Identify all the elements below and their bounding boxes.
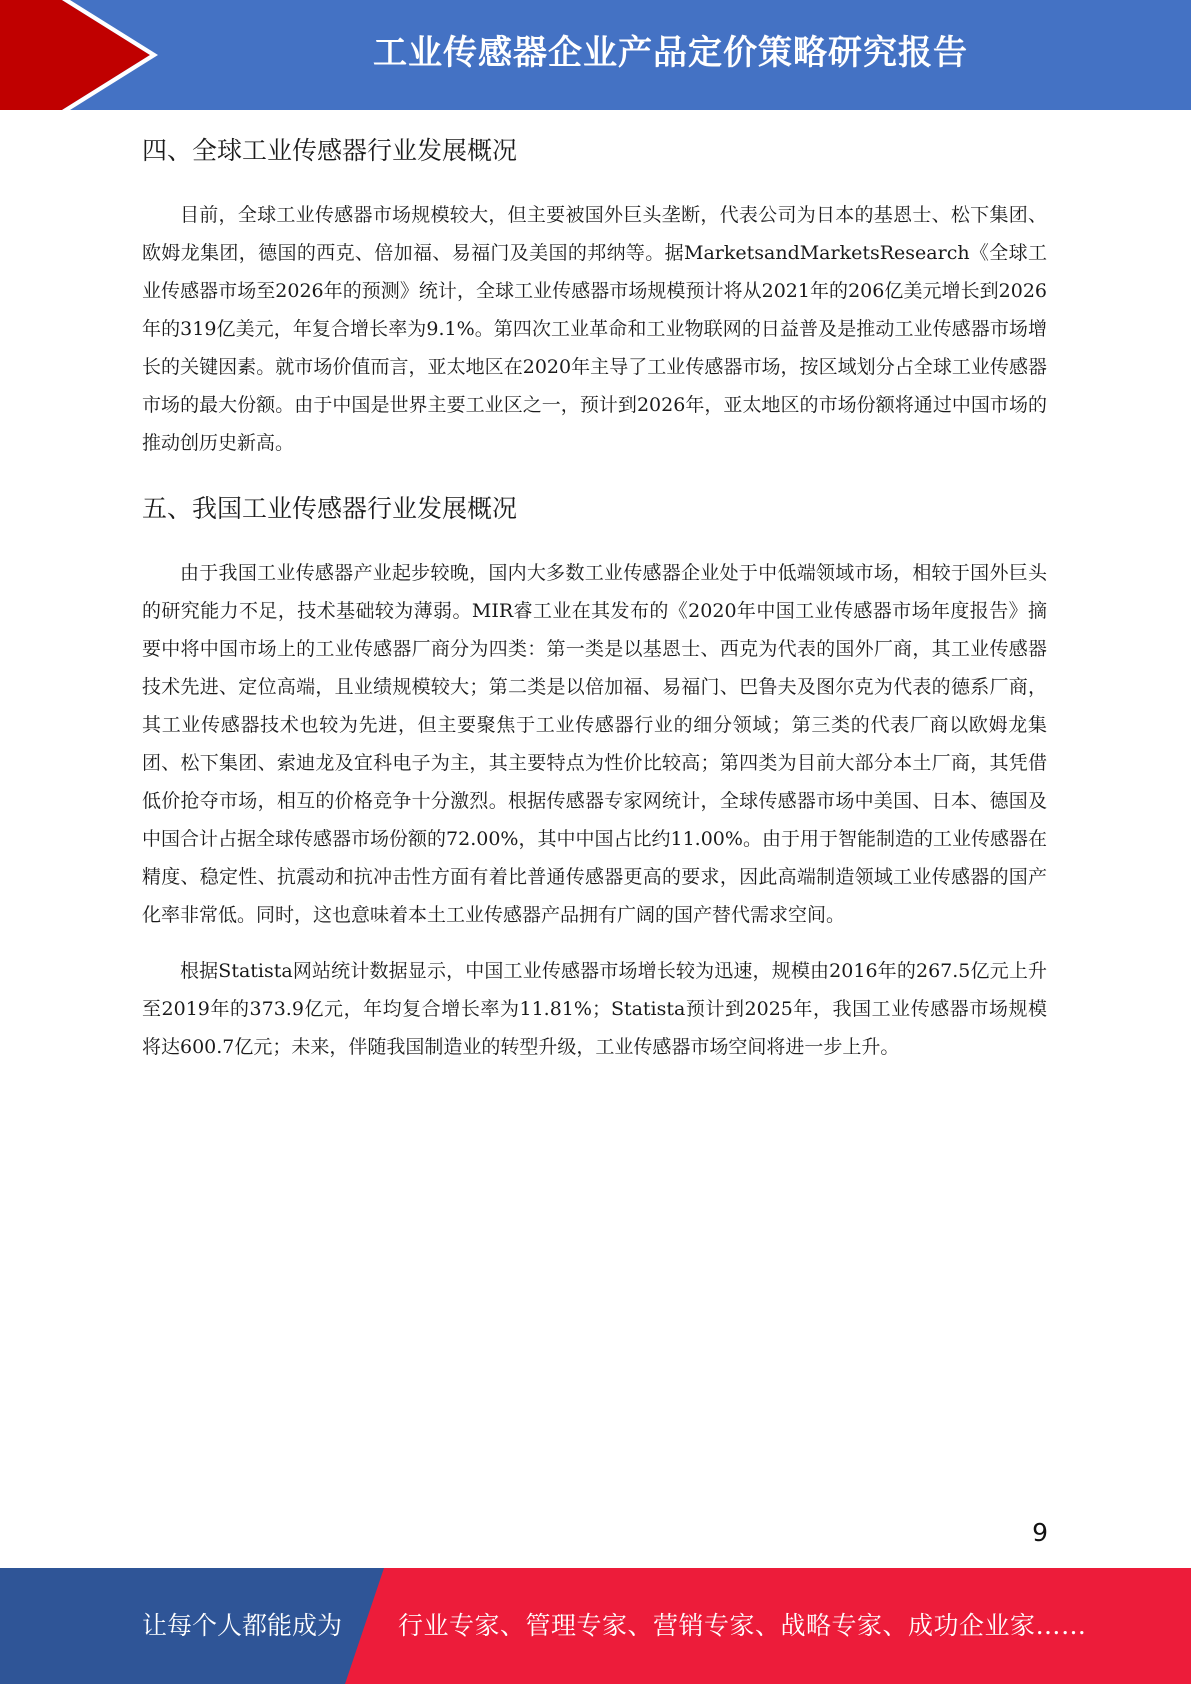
footer-slogan-left: 让每个人都能成为 bbox=[142, 1611, 343, 1640]
page-footer bbox=[0, 1568, 1191, 1684]
section-heading-domestic: 五、我国工业传感器行业发展概况 bbox=[142, 494, 518, 523]
paragraph-domestic-market-size: 根据Statista网站统计数据显示，中国工业传感器市场增长较为迅速，规模由2016年的267.5亿元上升至2019年的373.9亿元，年均复合增长率为11.81%；Statista预计到2025年，我国工业传感器市场规模将达600.7亿元；未来，伴随我国制造业的转型升级，工业传感器市场空间将进一步上升。 bbox=[142, 960, 1047, 1058]
page-header bbox=[0, 0, 1191, 110]
footer-slogan-right: 行业专家、管理专家、营销专家、战略专家、成功企业家…… bbox=[398, 1611, 1087, 1640]
header-chevron-icon bbox=[0, 0, 160, 110]
section-heading-global: 四、全球工业传感器行业发展概况 bbox=[142, 136, 518, 165]
page-number: 9 bbox=[1032, 1518, 1048, 1547]
report-title: 工业传感器企业产品定价策略研究报告 bbox=[373, 33, 968, 73]
paragraph-domestic-overview: 由于我国工业传感器产业起步较晚，国内大多数工业传感器企业处于中低端领域市场，相较于国外巨头的研究能力不足，技术基础较为薄弱。MIR睿工业在其发布的《2020年中国工业传感器市场年度报告》摘要中将中国市场上的工业传感器厂商分为四类：第一类是以基恩士、西克为代表的国外厂商，其工业传感器技术先进、定位高端，且业绩规模较大；第二类是以倍加福、易福门、巴鲁夫及图尔克为代表的德系厂商，其工业传感器技术也较为先进，但主要聚焦于工业传感器行业的细分领域；第三类的代表厂商以欧姆龙集团、松下集团、索迪龙及宜科电子为主，其主要特点为性价比较高；第四类为目前大部分本土厂商，其凭借低价抢夺市场，相互的价格竞争十分激烈。根据传感器专家网统计，全球传感器市场中美国、日本、德国及中国合计占据全球传感器市场份额的72.00%，其中中国占比约11.00%。由于用于智能制造的工业传感器在精度、稳定性、抗震动和抗冲击性方面有着比普通传感器更高的要求，因此高端制造领域工业传感器的国产化率非常低。同时，这也意味着本土工业传感器产品拥有广阔的国产替代需求空间。 bbox=[142, 562, 1047, 926]
paragraph-global-overview: 目前，全球工业传感器市场规模较大，但主要被国外巨头垄断，代表公司为日本的基恩士、松下集团、欧姆龙集团，德国的西克、倍加福、易福门及美国的邦纳等。据MarketsandMarketsResearch《全球工业传感器市场至2026年的预测》统计，全球工业传感器市场规模预计将从2021年的206亿美元增长到2026年的319亿美元，年复合增长率为9.1%。第四次工业革命和工业物联网的日益普及是推动工业传感器市场增长的关键因素。就市场价值而言，亚太地区在2020年主导了工业传感器市场，按区域划分占全球工业传感器市场的最大份额。由于中国是世界主要工业区之一，预计到2026年，亚太地区的市场份额将通过中国市场的推动创历史新高。 bbox=[142, 204, 1047, 454]
document-body bbox=[142, 122, 1047, 1066]
